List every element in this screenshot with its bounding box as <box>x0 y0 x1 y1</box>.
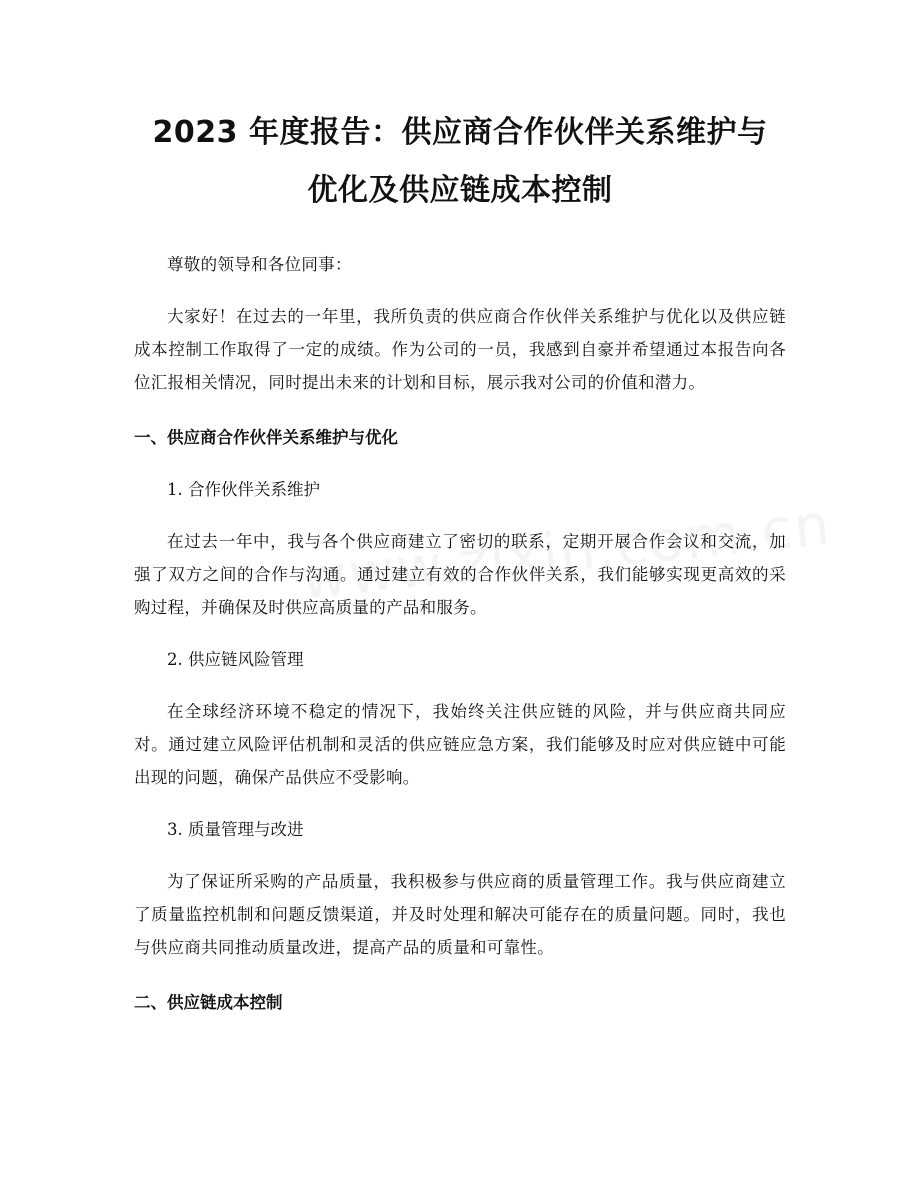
section-2-heading: 二、供应链成本控制 <box>134 993 283 1012</box>
section-1-heading: 一、供应商合作伙伴关系维护与优化 <box>134 428 398 447</box>
section-1-item-1-heading: 1. 合作伙伴关系维护 <box>167 480 320 499</box>
section-1-item-1-text: 在过去一年中，我与各个供应商建立了密切的联系，定期开展合作会议和交流，加强了双方之间的合作与沟通。通过建立有效的合作伙伴关系，我们能够实现更高效的采购过程，并确保及时供应高质量的产品和服务。 <box>134 532 786 617</box>
section-1-item-3-text: 为了保证所采购的产品质量，我积极参与供应商的质量管理工作。我与供应商建立了质量监控机制和问题反馈渠道，并及时处理和解决可能存在的质量问题。同时，我也与供应商共同推动质量改进，提高产品的质量和可靠性。 <box>134 872 786 957</box>
section-1-item-3-heading: 3. 质量管理与改进 <box>167 820 304 839</box>
document-title <box>134 104 786 220</box>
section-1-item-2-text: 在全球经济环境不稳定的情况下，我始终关注供应链的风险，并与供应商共同应对。通过建立风险评估机制和灵活的供应链应急方案，我们能够及时应对供应链中可能出现的问题，确保产品供应不受影响。 <box>134 702 786 787</box>
title-line-2: 优化及供应链成本控制 <box>307 173 613 208</box>
title-line-1: 2023 年度报告：供应商合作伙伴关系维护与 <box>152 115 768 150</box>
document-body <box>134 248 786 1019</box>
intro-paragraph: 大家好！在过去的一年里，我所负责的供应商合作伙伴关系维护与优化以及供应链成本控制工作取得了一定的成绩。作为公司的一员，我感到自豪并希望通过本报告向各位汇报相关情况，同时提出未来的计划和目标，展示我对公司的价值和潜力。 <box>134 307 786 392</box>
greeting: 尊敬的领导和各位同事： <box>167 255 352 274</box>
section-1-item-2-heading: 2. 供应链风险管理 <box>167 650 304 669</box>
